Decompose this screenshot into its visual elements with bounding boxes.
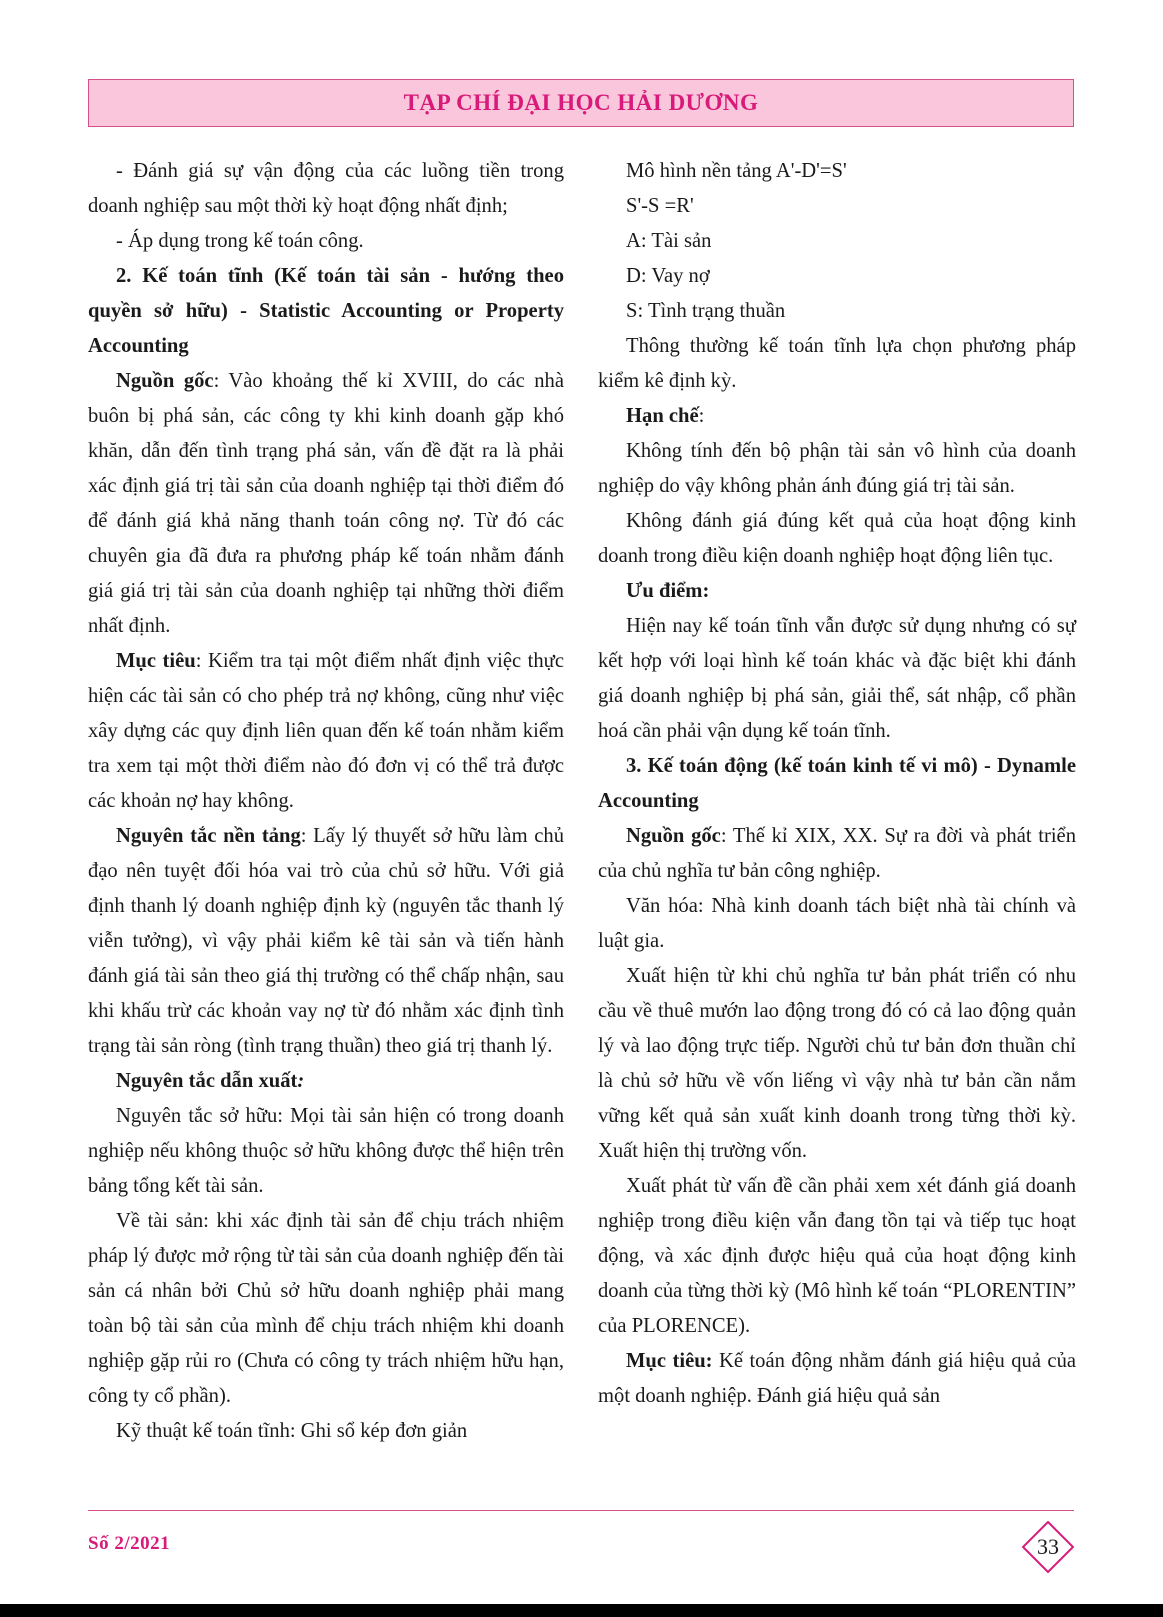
page-number: 33	[1037, 1534, 1059, 1559]
term-label: Mục tiêu:	[626, 1350, 713, 1372]
journal-header	[88, 79, 1074, 127]
paragraph-origin	[598, 819, 1076, 889]
page-number-badge	[1022, 1521, 1074, 1573]
definition-line: A: Tài sản	[626, 230, 712, 252]
paragraph: Kỹ thuật kế toán tĩnh: Ghi sổ kép đơn giản	[116, 1420, 468, 1442]
term-label: Mục tiêu	[116, 650, 196, 672]
term-label: Nguyên tắc dẫn xuất	[116, 1070, 298, 1092]
term-label: Nguồn gốc	[116, 370, 214, 392]
term-colon: :	[297, 1070, 305, 1092]
paragraph: Văn hóa: Nhà kinh doanh tách biệt nhà tài chính và luật gia.	[598, 895, 1076, 952]
paragraph: Không tính đến bộ phận tài sản vô hình của doanh nghiệp do vậy không phản ánh đúng giá trị tài sản.	[598, 440, 1076, 497]
definition-line: S: Tình trạng thuần	[626, 300, 786, 322]
issue-number: Số 2/2021	[88, 1533, 171, 1554]
section-heading-2: 2. Kế toán tĩnh (Kế toán tài sản - hướng theo quyền sở hữu) - Statistic Accounting or Property Accounting	[88, 265, 564, 357]
paragraph: Thông thường kế toán tĩnh lựa chọn phương pháp kiểm kê định kỳ.	[598, 335, 1076, 392]
paragraph-limit-heading	[598, 399, 1076, 434]
left-column	[88, 154, 564, 1449]
term-label: Nguồn gốc	[626, 825, 721, 847]
formula-line: S'-S =R'	[626, 195, 694, 217]
term-heading: Ưu điểm:	[626, 580, 710, 602]
paragraph: Xuất phát từ vấn đề cần phải xem xét đánh giá doanh nghiệp trong điều kiện vẫn đang tồn tại và tiếp tục hoạt động, và xác định được hiệu quả của hoạt động kinh doanh của từng thời kỳ (Mô hình kế toán “PLORENTIN” của PLORENCE).	[598, 1175, 1076, 1337]
paragraph: Nguyên tắc sở hữu: Mọi tài sản hiện có trong doanh nghiệp nếu không thuộc sở hữu không được thể hiện trên bảng tổng kết tài sản.	[88, 1105, 564, 1197]
term-text: : Thế kỉ XIX, XX. Sự ra đời và phát triển của chủ nghĩa tư bản công nghiệp.	[598, 825, 1076, 882]
paragraph: Không đánh giá đúng kết quả của hoạt động kinh doanh trong điều kiện doanh nghiệp hoạt động liên tục.	[598, 510, 1076, 567]
paragraph: Xuất hiện từ khi chủ nghĩa tư bản phát triển có nhu cầu về thuê mướn lao động trong đó có cả lao động quản lý và lao động trực tiếp. Người chủ tư bản đơn thuần chỉ là chủ sở hữu về vốn liếng vì vậy nhà tư bản cần nắm vững kết quả sản xuất kinh doanh trong từng thời kỳ. Xuất hiện thị trường vốn.	[598, 965, 1076, 1162]
section-heading-3: 3. Kế toán động (kế toán kinh tế vi mô) - Dynamle Accounting	[598, 755, 1076, 812]
paragraph: - Áp dụng trong kế toán công.	[116, 230, 364, 252]
formula-line: Mô hình nền tảng A'-D'=S'	[626, 160, 847, 182]
term-label: Hạn chế	[626, 405, 699, 427]
term-text: : Vào khoảng thế kỉ XVIII, do các nhà buôn bị phá sản, các công ty khi kinh doanh gặp khó khăn, dẫn đến tình trạng phá sản, vấn đề đặt ra là phải xác định giá trị tài sản của doanh nghiệp tại thời điểm đó để đánh giá khả năng thanh toán công nợ. Từ đó các chuyên gia đã đưa ra phương pháp kế toán nhằm đánh giá giá trị tài sản của doanh nghiệp tại những thời điểm nhất định.	[88, 370, 564, 637]
scan-bottom-edge	[0, 1604, 1163, 1617]
paragraph-principle	[88, 819, 564, 1064]
term-label: Nguyên tắc nền tảng	[116, 825, 301, 847]
paragraph-derived-heading	[88, 1064, 564, 1099]
definition-line: D: Vay nợ	[626, 265, 710, 287]
right-column	[598, 154, 1076, 1414]
footer-divider	[88, 1510, 1074, 1511]
paragraph: - Đánh giá sự vận động của các luồng tiền trong doanh nghiệp sau một thời kỳ hoạt động nhất định;	[88, 160, 564, 217]
term-text: : Kiểm tra tại một điểm nhất định việc thực hiện các tài sản có cho phép trả nợ không, cũng như việc xây dựng các quy định liên quan đến kế toán nhằm kiểm tra xem tại một thời điểm nào đó đơn vị có thể trả được các khoản nợ hay không.	[88, 650, 564, 812]
journal-title: TẠP CHÍ ĐẠI HỌC HẢI DƯƠNG	[403, 90, 759, 115]
paragraph-goal	[598, 1344, 1076, 1414]
paragraph-goal	[88, 644, 564, 819]
paragraph-origin	[88, 364, 564, 644]
paragraph: Về tài sản: khi xác định tài sản để chịu trách nhiệm pháp lý được mở rộng từ tài sản của doanh nghiệp đến tài sản cá nhân bởi Chủ sở hữu doanh nghiệp phải mang toàn bộ tài sản của mình để chịu trách nhiệm khi doanh nghiệp gặp rủi ro (Chưa có công ty trách nhiệm hữu hạn, công ty cổ phần).	[88, 1210, 564, 1407]
paragraph: Hiện nay kế toán tĩnh vẫn được sử dụng nhưng có sự kết hợp với loại hình kế toán khác và đặc biệt khi đánh giá doanh nghiệp bị phá sản, giải thể, sát nhập, cổ phần hoá cần phải vận dụng kế toán tĩnh.	[598, 615, 1076, 742]
term-colon: :	[698, 405, 705, 427]
term-text: : Lấy lý thuyết sở hữu làm chủ đạo nên tuyệt đối hóa vai trò của chủ sở hữu. Với giả định thanh lý doanh nghiệp định kỳ (nguyên tắc thanh lý viễn tưởng), vì vậy phải kiểm kê tài sản và tiến hành đánh giá tài sản theo giá thị trường có thể chấp nhận, sau khi khấu trừ các khoản vay nợ từ đó nhằm xác định tình trạng tài sản ròng (tình trạng thuần) theo giá trị thanh lý.	[88, 825, 564, 1057]
term-text: Kế toán động nhằm đánh giá hiệu quả của một doanh nghiệp. Đánh giá hiệu quả sản	[598, 1350, 1077, 1407]
